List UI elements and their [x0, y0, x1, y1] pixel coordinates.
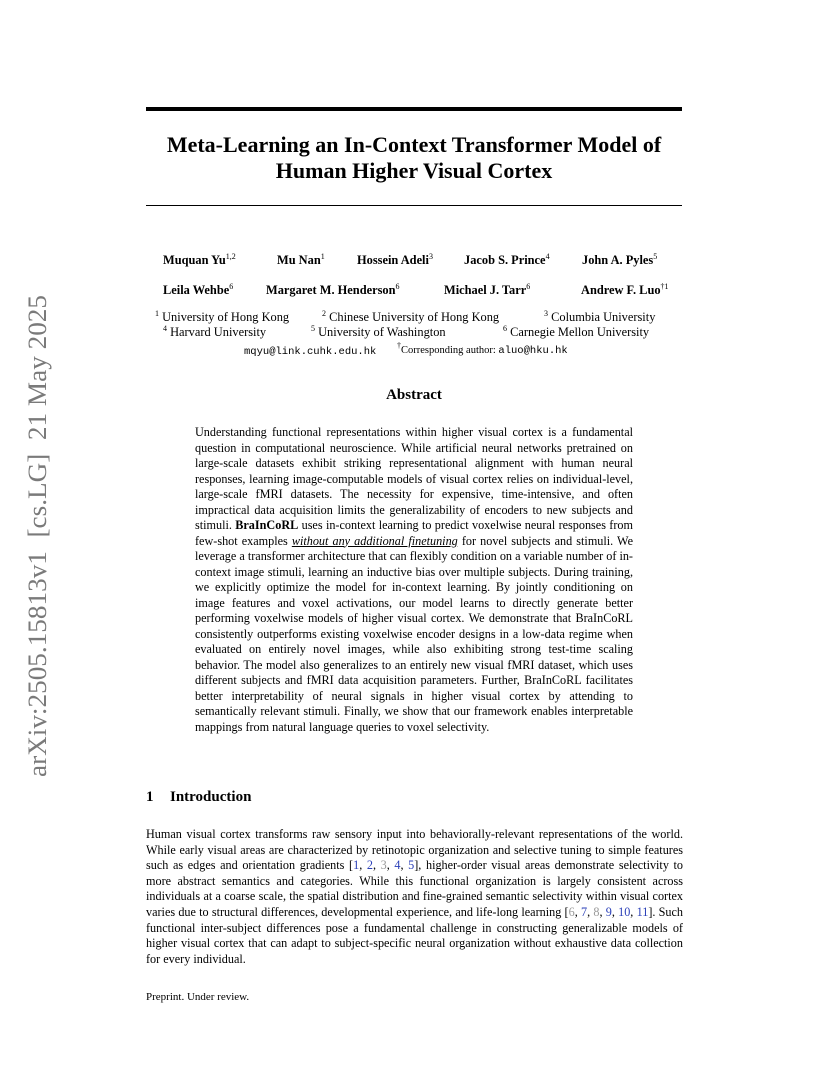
author-affil-sup: 6	[526, 282, 531, 291]
affiliation-1	[155, 310, 289, 325]
paper-title	[146, 132, 682, 184]
author-michael-tarr	[444, 283, 530, 298]
citation-5[interactable]: 5	[408, 858, 415, 873]
abstract-emphasis: without any additional finetuning	[291, 533, 458, 548]
corresponding-author-note	[397, 341, 568, 357]
abstract-body	[195, 425, 633, 735]
affiliation-3	[544, 310, 655, 325]
author-affil-sup: 1,2	[225, 252, 236, 261]
title-top-rule	[146, 107, 682, 111]
citation-10[interactable]: 10	[618, 904, 631, 919]
citation-9[interactable]: 9	[605, 904, 612, 919]
intro-text-1: Human visual cortex transforms raw sensory input into behaviorally-relevant representations of the world. While early visual areas are characterized by retinotopic organization and selective tuning to simple features such as edges and orientation gradients [	[146, 827, 683, 873]
affiliation-sup: 6	[503, 324, 507, 333]
title-line-2: Human Higher Visual Cortex	[275, 158, 553, 183]
affiliation-5	[311, 325, 446, 340]
brand-name: BraInCoRL	[235, 518, 299, 532]
affiliation-2	[322, 310, 499, 325]
author-jacob-prince	[464, 253, 550, 268]
abstract-text-part-1: Understanding functional representations within higher visual cortex is a fundamental question in computational neuroscience. While artificial neural networks pretrained on large-scale datasets exhibit striking representational alignment with human neural responses, learning image-computable models of visual cortex relies on individual-level, large-scale fMRI datasets. The necessity for expensive, time-intensive, and often impractical data acquisition limits the generalizability of encoders to new subjects and stimuli.	[195, 425, 633, 532]
author-affil-sup: 1	[320, 252, 325, 261]
author-name: Mu Nan	[277, 253, 321, 267]
author-margaret-henderson	[266, 283, 400, 298]
author-name: Jacob S. Prince	[464, 253, 546, 267]
author-affil-sup: 6	[229, 282, 234, 291]
author-affil-sup: 3	[428, 252, 433, 261]
citation-8[interactable]: 8	[593, 904, 600, 919]
title-line-1: Meta-Learning an In-Context Transformer Model of	[166, 132, 662, 157]
author-name: Muquan Yu	[163, 253, 226, 267]
corresponding-sup: †	[397, 341, 401, 350]
citation-7[interactable]: 7	[580, 904, 588, 919]
citation-11[interactable]: 11	[636, 904, 649, 919]
author-affil-sup: 6	[395, 282, 400, 291]
affiliation-sup: 2	[322, 309, 326, 318]
author-name: Andrew F. Luo	[581, 283, 661, 297]
author-name: Hossein Adeli	[357, 253, 429, 267]
affiliation-sup: 3	[544, 309, 548, 318]
intro-text-3: ]. Such functional inter-subject differences pose a fundamental challenge in constructing generalizable models of higher visual cortex that can adapt to subject-specific neural organization without exhaustive data collection for every individual.	[146, 904, 684, 966]
author-mu-nan	[277, 253, 325, 268]
author-muquan-yu	[163, 253, 236, 268]
author-name: Michael J. Tarr	[444, 283, 527, 297]
abstract-text-part-3: for novel subjects and stimuli. We leverage a transformer architecture that can flexibly condition on a variable number of in-context image stimuli, learning an inductive bias over multiple subjects. During training, we explicitly optimize the model for in-context learning. By jointly conditioning on image features and voxel activations, our model learns to directly generate better performing voxelwise models of higher visual cortex. We demonstrate that BraInCoRL consistently outperforms existing voxelwise encoder designs in a low-data regime when evaluated on entirely novel images, while also exhibiting strong test-time scaling behavior. The model also generalizes to an entirely new visual fMRI dataset, which uses different subjects and fMRI data acquisition parameters. Further, BraInCoRL facilitates better interpretability of neural signals in higher visual cortex by attending to semantically relevant stimuli. Finally, we show that our framework enables interpretable mappings from natural language queries to voxel selectivity.	[195, 533, 633, 734]
abstract-heading: Abstract	[386, 387, 442, 403]
section-heading-introduction	[146, 789, 251, 806]
author-name: Margaret M. Henderson	[266, 283, 396, 297]
author-name: Leila Wehbe	[163, 283, 230, 297]
arxiv-identifier-text: arXiv:2505.15813v1 [cs.LG] 21 May 2025	[23, 316, 52, 777]
author-name: John A. Pyles	[582, 253, 654, 267]
citation-4[interactable]: 4	[394, 858, 401, 873]
author-affil-sup: 4	[545, 252, 550, 261]
introduction-paragraph: Human visual cortex transforms raw sensory input into behaviorally-relevant representations of the world. While early visual areas are characterized by retinotopic organization and selective tuning to simple features such as edges and orientation gradients [1, 2, 3, 4, 5], higher-order visual areas demonstrate selectivity to more abstract semantics and categories. While this functional organization is largely consistent across individuals at a coarse scale, the spatial distribution and fine-grained semantic selectivity within visual cortex varies due to structural differences, developmental experience, and life-long learning [6, 7, 8, 9, 10, 11]. Such functional inter-subject differences pose a fundamental challenge in constructing generalizable models of higher visual cortex that can adapt to subject-specific neural organization without exhaustive data collection for every individual.	[146, 827, 684, 966]
author-andrew-luo	[581, 283, 669, 298]
section-title: Introduction	[170, 789, 252, 805]
intro-text-2: ], higher-order visual areas demonstrate selectivity to more abstract semantics and categories. While this functional organization is largely consistent across individuals at a coarse scale, the spatial distribution and fine-grained semantic selectivity within visual cortex varies due to structural differences, developmental experience, and life-long learning [	[146, 858, 684, 919]
affiliation-4	[163, 325, 266, 340]
citation-6[interactable]: 6	[568, 904, 575, 919]
affiliation-name: Chinese University of Hong Kong	[329, 310, 500, 324]
affiliation-6	[503, 325, 649, 340]
affiliation-sup: 5	[311, 324, 315, 333]
section-number: 1	[146, 789, 154, 805]
citation-2[interactable]: 2	[366, 858, 373, 873]
author-affil-sup: †1	[660, 282, 669, 291]
arxiv-identifier-svg	[22, 0, 52, 1072]
affiliation-name: Columbia University	[551, 310, 656, 324]
author-hossein-adeli	[357, 253, 433, 268]
corresponding-label: Corresponding author:	[401, 345, 499, 356]
affiliation-name: Harvard University	[170, 325, 267, 339]
abstract-text-part-2: uses in-context learning to predict voxelwise neural responses from few-shot examples	[195, 518, 633, 548]
preprint-footer: Preprint. Under review.	[146, 991, 250, 1003]
affiliation-name: University of Hong Kong	[162, 310, 290, 324]
author-john-pyles	[582, 253, 657, 268]
affiliation-sup: 4	[163, 324, 167, 333]
title-bottom-rule	[146, 205, 682, 206]
citation-3[interactable]: 3	[380, 858, 387, 873]
author-affil-sup: 5	[653, 252, 658, 261]
corresponding-email[interactable]: aluo@hku.hk	[498, 345, 568, 357]
citation-1[interactable]: 1	[353, 858, 360, 873]
affiliation-sup: 1	[155, 309, 159, 318]
arxiv-identifier	[22, 0, 52, 1072]
contact-email[interactable]: mqyu@link.cuhk.edu.hk	[244, 346, 377, 358]
affiliation-name: University of Washington	[318, 325, 446, 339]
affiliation-name: Carnegie Mellon University	[510, 325, 650, 339]
author-leila-wehbe	[163, 283, 233, 298]
